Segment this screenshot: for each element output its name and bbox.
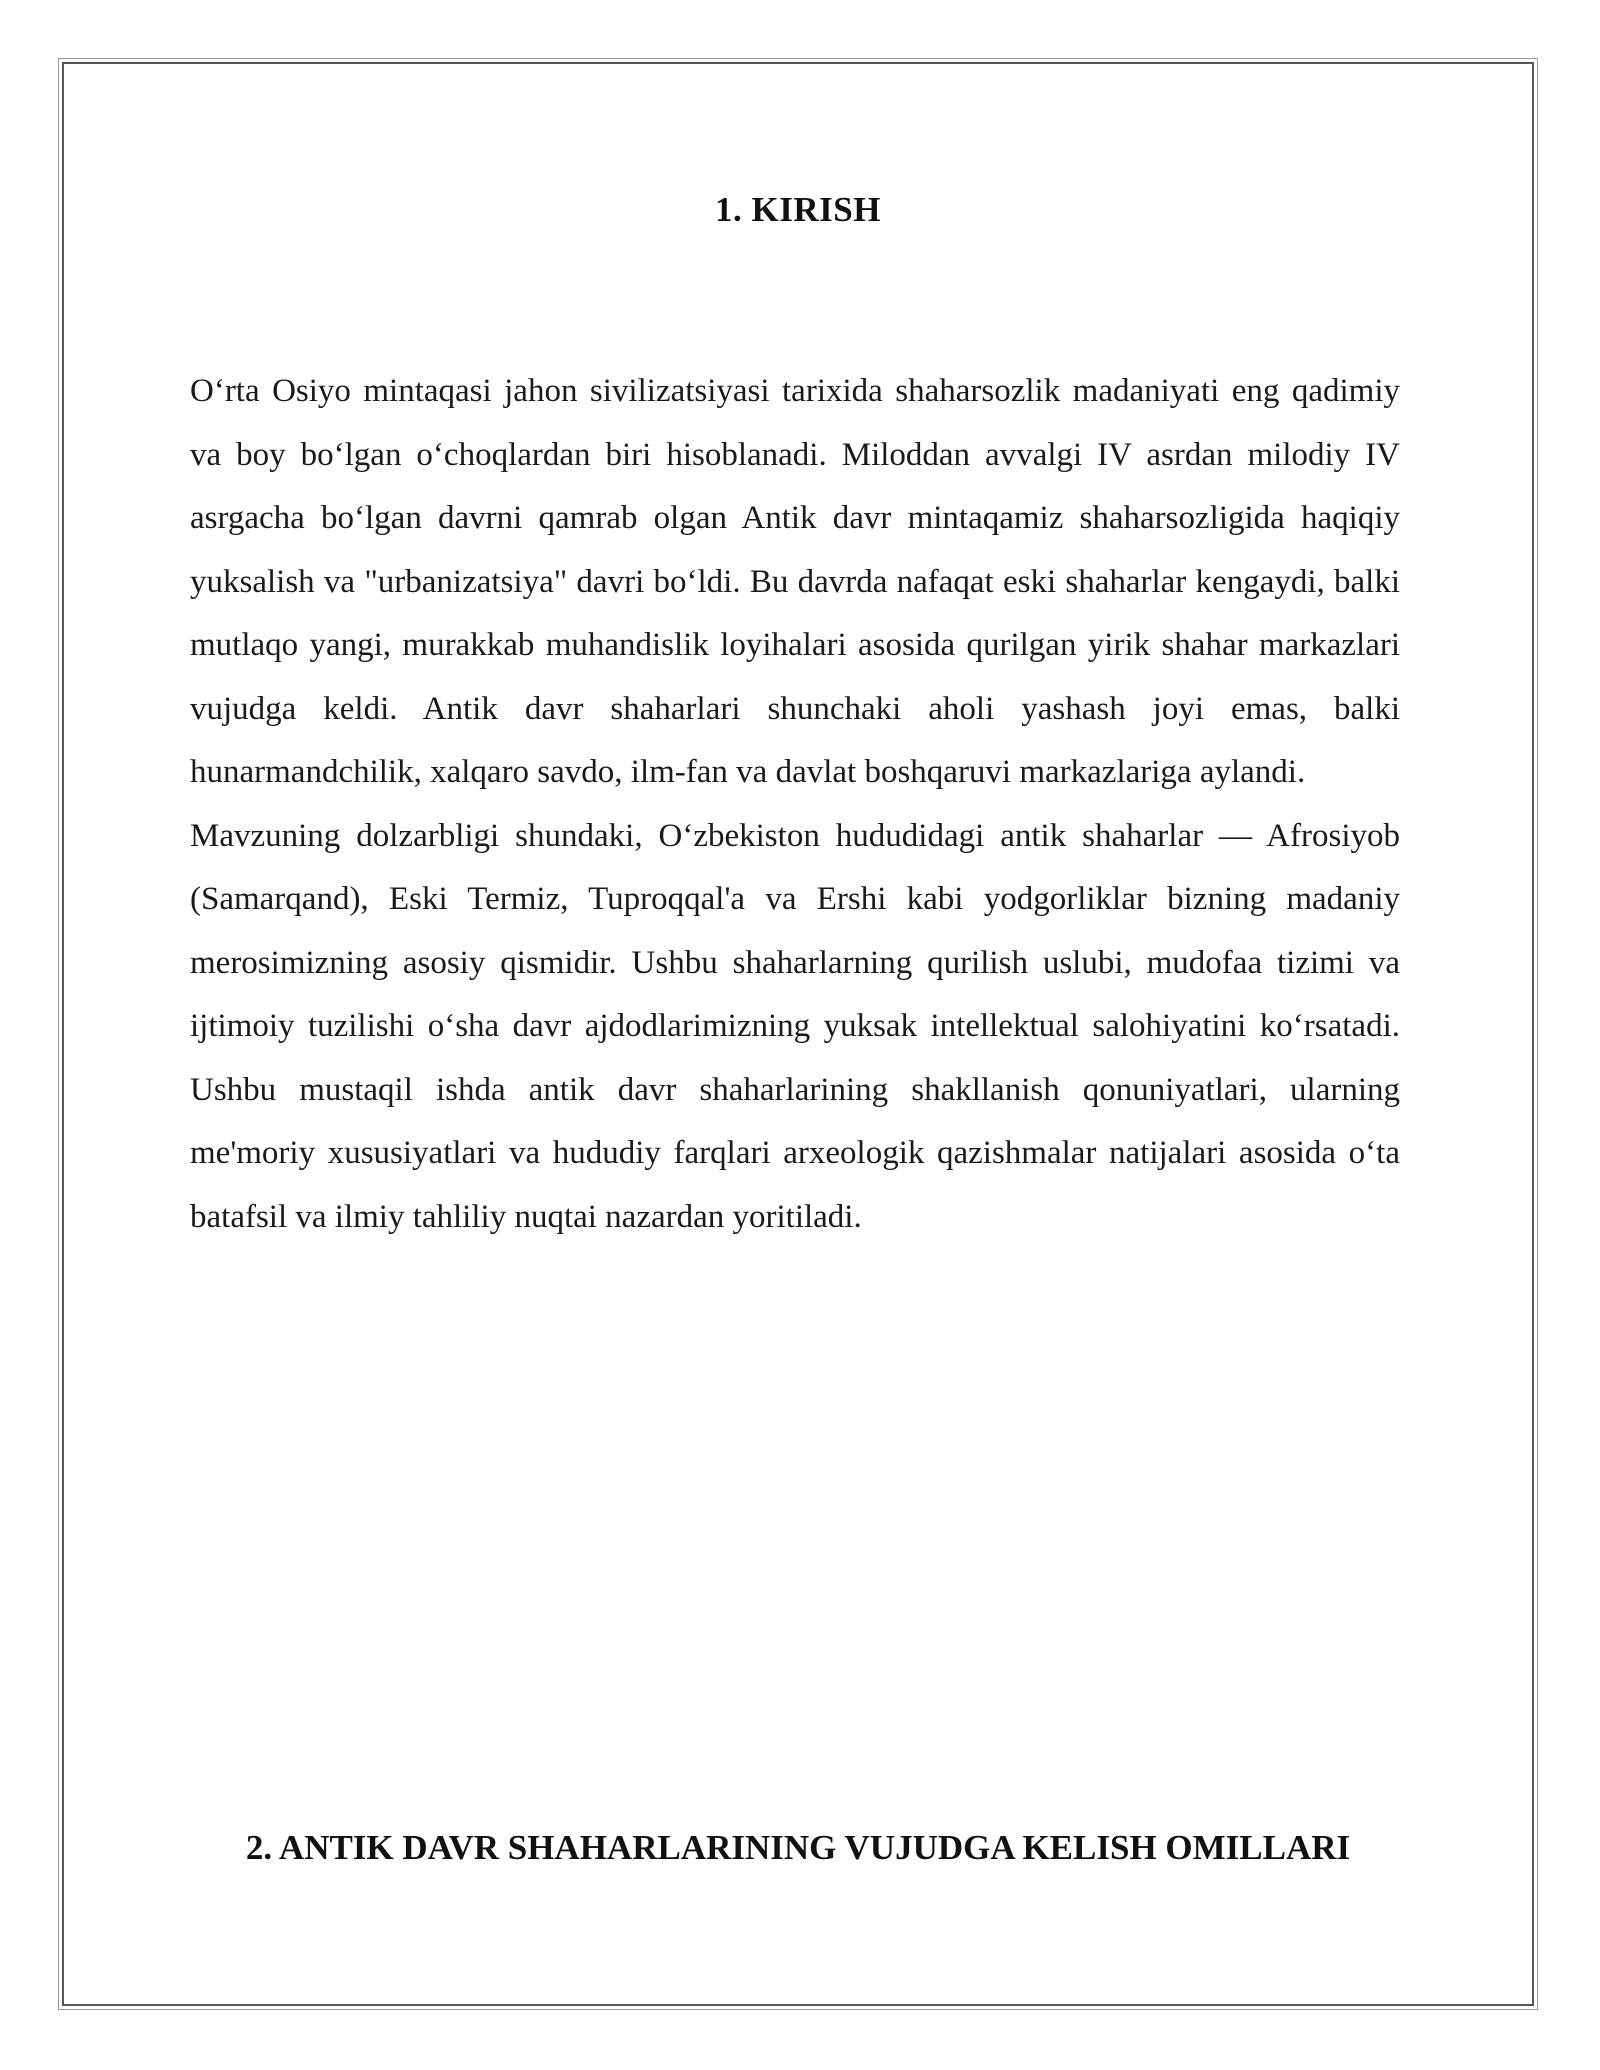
paragraph-relevance: Mavzuning dolzarbligi shundaki, O‘zbekiston hududidagi antik shaharlar — Afrosiyob (Samarqand), Eski Termiz, Tuproqqal'a va Ershi kabi yodgorliklar bizning madaniy merosimizning asosiy qismidir. Ushbu shaharlarning qurilish uslubi, mudofaa tizimi va ijtimoiy tuzilishi o‘sha davr ajdodlarimizning yuksak intellektual salohiyatini ko‘rsatadi. Ushbu mustaqil ishda antik davr shaharlarining shakllanish qonuniyatlari, ularning me'moriy xususiyatlari va hududiy farqlari arxeologik qazishmalar natijalari asosida o‘ta batafsil va ilmiy tahliliy nuqtai nazardan yoritiladi. (190, 817, 1400, 1235)
paragraph-intro: O‘rta Osiyo mintaqasi jahon sivilizatsiyasi tarixida shaharsozlik madaniyati eng qadimiy va boy bo‘lgan o‘choqlardan biri hisoblanadi. Miloddan avvalgi IV asrdan milodiy IV asrgacha bo‘lgan davrni qamrab olgan Antik davr mintaqamiz shaharsozligida haqiqiy yuksalish va "urbanizatsiya" davri bo‘ldi. Bu davrda nafaqat eski shaharlar kengaydi, balki mutlaqo yangi, murakkab muhandislik loyihalari asosida qurilgan yirik shahar markazlari vujudga keldi. Antik davr shaharlari shunchaki aholi yashash joyi emas, balki hunarmandchilik, xalqaro savdo, ilm-fan va davlat boshqaruvi markazlariga aylandi. (190, 373, 1400, 790)
page-frame (62, 62, 1534, 2006)
section-2-heading: 2. ANTIK DAVR SHAHARLARINING VUJUDGA KELISH OMILLARI (245, 1828, 1351, 1867)
section-1-heading: 1. KIRISH (715, 190, 881, 229)
body-text (190, 360, 1400, 1249)
